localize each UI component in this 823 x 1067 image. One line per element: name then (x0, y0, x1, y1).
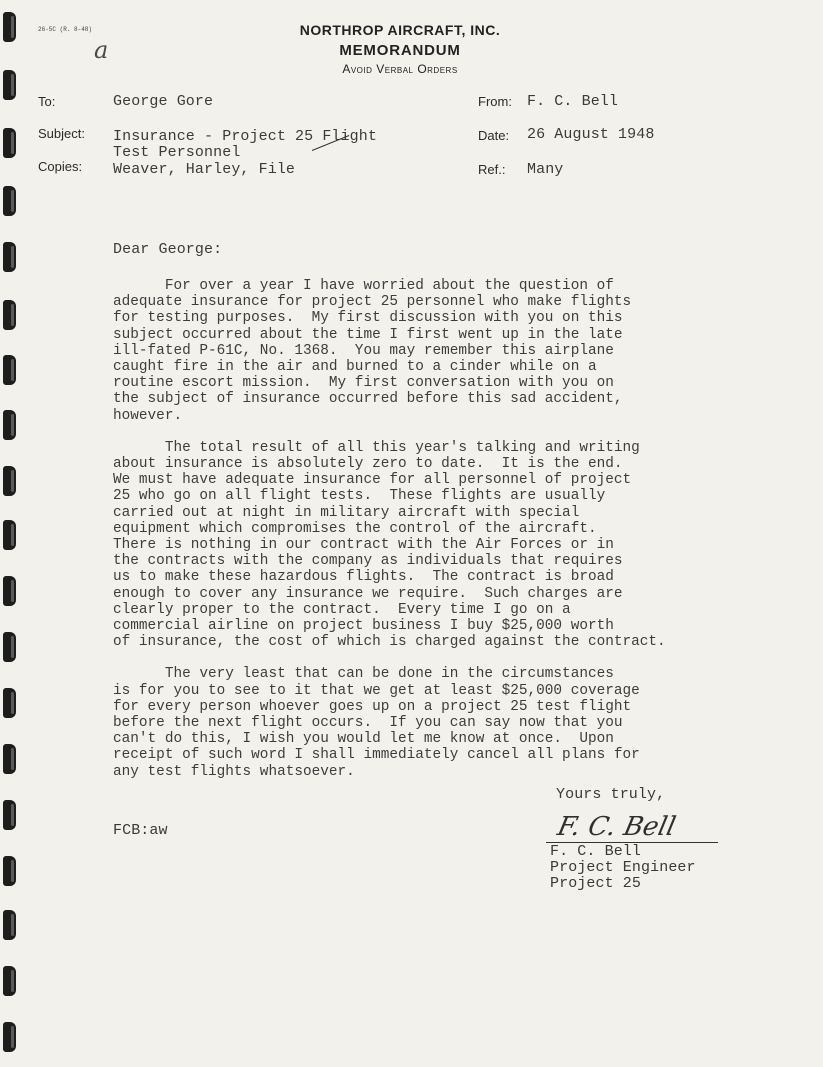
binding-ring (3, 355, 16, 385)
letter-line: for testing purposes. My first discussion with you on this (113, 310, 623, 327)
ref-label: Ref.: (478, 162, 506, 177)
binding-ring (3, 910, 16, 940)
binding-ring (3, 410, 16, 440)
signer-department: Project 25 (550, 875, 642, 892)
from-value: F. C. Bell (527, 93, 619, 110)
date-value: 26 August 1948 (527, 126, 655, 143)
subject-value-line2: Test Personnel (113, 144, 241, 161)
binding-ring (3, 1022, 16, 1052)
to-label: To: (38, 94, 56, 109)
binding-ring (3, 466, 16, 496)
letter-line: of insurance, the cost of which is charged against the contract. (113, 634, 666, 651)
letter-line: We must have adequate insurance for all personnel of project (113, 472, 632, 489)
binding-ring (3, 744, 16, 774)
binding-ring (3, 800, 16, 830)
letter-line: caught fire in the air and burned to a cinder while on a (113, 359, 597, 376)
letter-line: can't do this, I wish you would let me know at once. Upon (113, 731, 614, 748)
letter-line: routine escort mission. My first conversation with you on (113, 375, 614, 392)
binding-ring (3, 242, 16, 272)
binding-ring (3, 186, 16, 216)
subject-value-line1: Insurance - Project 25 Flight (113, 128, 377, 145)
binding-ring (3, 688, 16, 718)
binding-ring (3, 632, 16, 662)
letter-line: There is nothing in our contract with the Air Forces or in (113, 537, 614, 554)
binding-ring (3, 12, 16, 42)
binding-ring (3, 70, 16, 100)
subject-label: Subject: (38, 126, 85, 141)
letter-paragraph (113, 666, 666, 779)
signer-name: F. C. Bell (550, 843, 642, 860)
letter-line: any test flights whatsoever. (113, 763, 355, 780)
binding-ring (3, 300, 16, 330)
copies-value: Weaver, Harley, File (113, 161, 296, 178)
company-name: NORTHROP AIRCRAFT, INC. (299, 22, 501, 38)
letter-line: before the next flight occurs. If you can say now that you (113, 715, 623, 732)
date-label: Date: (478, 128, 510, 143)
letter-paragraph (113, 278, 666, 424)
letter-line: carried out at night in military aircraft with special (113, 504, 580, 521)
letter-line: the subject of insurance occurred before this sad accident, (113, 391, 623, 408)
salutation: Dear George: (113, 241, 223, 258)
copies-label: Copies: (38, 159, 83, 174)
letter-line: clearly proper to the contract. Every time I go on a (113, 601, 571, 618)
letter-line: For over a year I have worried about the question of (113, 278, 614, 294)
letter-line: is for you to see to it that we get at least $25,000 coverage (113, 682, 640, 699)
letter-line: however. (113, 407, 183, 424)
letter-line: The total result of all this year's talking and writing (113, 439, 640, 456)
letter-line: subject occurred about the time I first went up in the late (113, 326, 623, 343)
document-type: MEMORANDUM (339, 42, 461, 59)
handwritten-signature: F. C. Bell (554, 812, 679, 842)
typist-initials: FCB:aw (113, 822, 168, 839)
letter-line: adequate insurance for project 25 personnel who make flights (113, 294, 632, 311)
ref-value: Many (527, 161, 564, 178)
letter-line: ill-fated P-61C, No. 1368. You may remember this airplane (113, 342, 614, 359)
letter-line: enough to cover any insurance we require. Such charges are (113, 585, 623, 602)
signer-title: Project Engineer (550, 859, 696, 876)
handwritten-mark: a (94, 36, 109, 64)
letter-paragraph (113, 440, 666, 651)
spiral-binding (0, 0, 24, 1067)
letter-line: The very least that can be done in the circumstances (113, 666, 614, 683)
binding-ring (3, 128, 16, 158)
to-value: George Gore (113, 93, 214, 110)
letter-line: 25 who go on all flight tests. These flights are usually (113, 488, 606, 505)
closing: Yours truly, (556, 786, 666, 803)
letter-line: for every person whoever goes up on a project 25 test flight (113, 698, 632, 715)
binding-ring (3, 966, 16, 996)
from-label: From: (478, 94, 512, 109)
instruction-note: Avoid Verbal Orders (342, 62, 458, 76)
letter-line: us to make these hazardous flights. The contract is broad (113, 569, 614, 586)
letter-body (113, 278, 666, 780)
letter-line: receipt of such word I shall immediately cancel all plans for (113, 747, 640, 764)
letter-line: commercial airline on project business I buy $25,000 worth (113, 618, 614, 635)
form-number: 26-5C (R. 8-48) (38, 26, 93, 33)
letter-line: about insurance is absolutely zero to date. It is the end. (113, 456, 623, 473)
binding-ring (3, 856, 16, 886)
letter-line: the contracts with the company as individuals that requires (113, 553, 623, 570)
letter-line: equipment which compromises the control of the aircraft. (113, 520, 597, 537)
binding-ring (3, 576, 16, 606)
binding-ring (3, 520, 16, 550)
